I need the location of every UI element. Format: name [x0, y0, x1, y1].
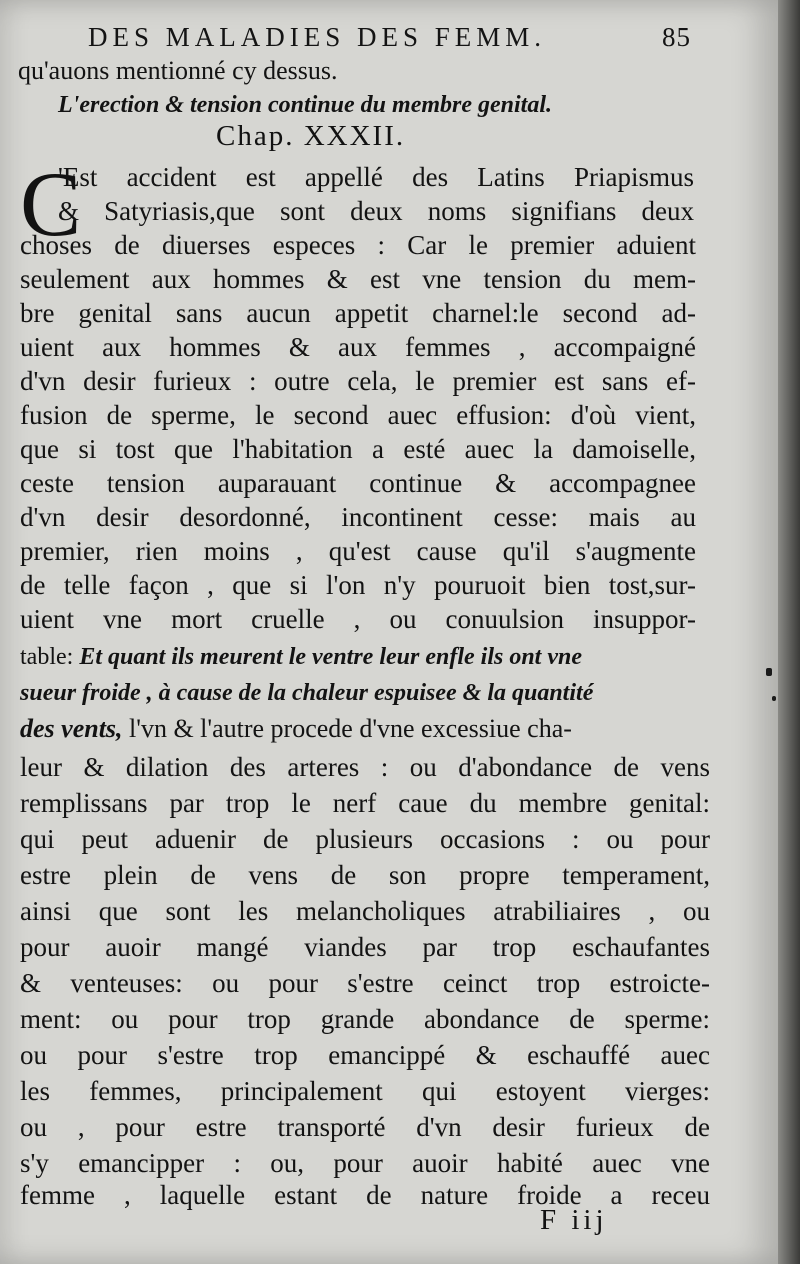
body-line: d'vn desir desordonné, incontinent cesse: mais au [20, 502, 696, 532]
page-edge [778, 0, 800, 1264]
body-line: choses de diuerses especes : Car le premier aduient [20, 230, 696, 260]
body-line: leur & dilation des arteres : ou d'abondance de vens [20, 752, 710, 782]
drop-cap: C [20, 153, 82, 255]
body-line: ou , pour estre transporté d'vn desir furieux de [20, 1112, 710, 1142]
body-line: ou pour s'estre trop emancippé & eschauffé auec [20, 1040, 710, 1070]
body-line: de telle façon , que si l'on n'y pouruoit bien tost,sur- [20, 570, 696, 600]
body-line: remplissans par trop le nerf caue du membre genital: [20, 788, 710, 818]
intro-line: qu'auons mentionné cy dessus. [18, 56, 338, 85]
section-subtitle: L'erection & tension continue du membre genital. [58, 92, 553, 118]
body-line: d'vn desir furieux : outre cela, le premier est sans ef- [20, 366, 696, 396]
body-line: s'y emancipper : ou, pour auoir habité auec vne [20, 1148, 710, 1178]
mixed-line [20, 640, 710, 674]
body-line: bre genital sans aucun appetit charnel:le second ad- [20, 298, 696, 328]
italic-line: sueur froide , à cause de la chaleur espuisee & la quantité [20, 680, 594, 706]
chapter-heading: Chap. XXXII. [216, 120, 406, 152]
body-line: que si tost que l'habitation a esté auec la damoiselle, [20, 434, 696, 464]
body-line: 'Est accident est appellé des Latins Priapismus [58, 162, 694, 192]
body-line: seulement aux hommes & est vne tension du mem- [20, 264, 696, 294]
body-line: ceste tension auparauant continue & accompagnee [20, 468, 696, 498]
body-line: fusion de sperme, le second auec effusion: d'où vient, [20, 400, 696, 430]
body-line: premier, rien moins , qu'est cause qu'il s'augmente [20, 536, 696, 566]
body-line: uient aux hommes & aux femmes , accompaigné [20, 332, 696, 362]
body-line: estre plein de vens de son propre temperament, [20, 860, 710, 890]
body-line: ainsi que sont les melancholiques atrabiliaires , ou [20, 896, 710, 926]
body-line: & venteuses: ou pour s'estre ceinct trop estroicte- [20, 968, 710, 998]
body-line: les femmes, principalement qui estoyent vierges: [20, 1076, 710, 1106]
body-line: qui peut aduenir de plusieurs occasions : ou pour [20, 824, 710, 854]
body-line: pour auoir mangé viandes par trop eschaufantes [20, 932, 710, 962]
body-line: uient vne mort cruelle , ou conuulsion insuppor- [20, 604, 696, 634]
roman-text: l'vn & l'autre procede d'vne excessiue cha- [122, 714, 572, 743]
signature-mark: F iij [540, 1204, 608, 1236]
ink-speck [772, 696, 776, 701]
italic-text: Et quant ils meurent le ventre leur enfle ils ont vne [79, 644, 582, 670]
body-line: ment: ou pour trop grande abondance de sperme: [20, 1004, 710, 1034]
ink-speck [766, 668, 772, 676]
roman-text: table: [20, 644, 80, 670]
body-line: femme , laquelle estant de nature froide a receu [20, 1180, 710, 1210]
body-line: & Satyriasis,que sont deux noms signifians deux [58, 196, 694, 226]
italic-text: des vents, [20, 714, 123, 743]
mixed-line [20, 712, 710, 746]
running-title: DES MALADIES DES FEMM. [88, 22, 547, 52]
page-number: 85 [662, 22, 691, 52]
